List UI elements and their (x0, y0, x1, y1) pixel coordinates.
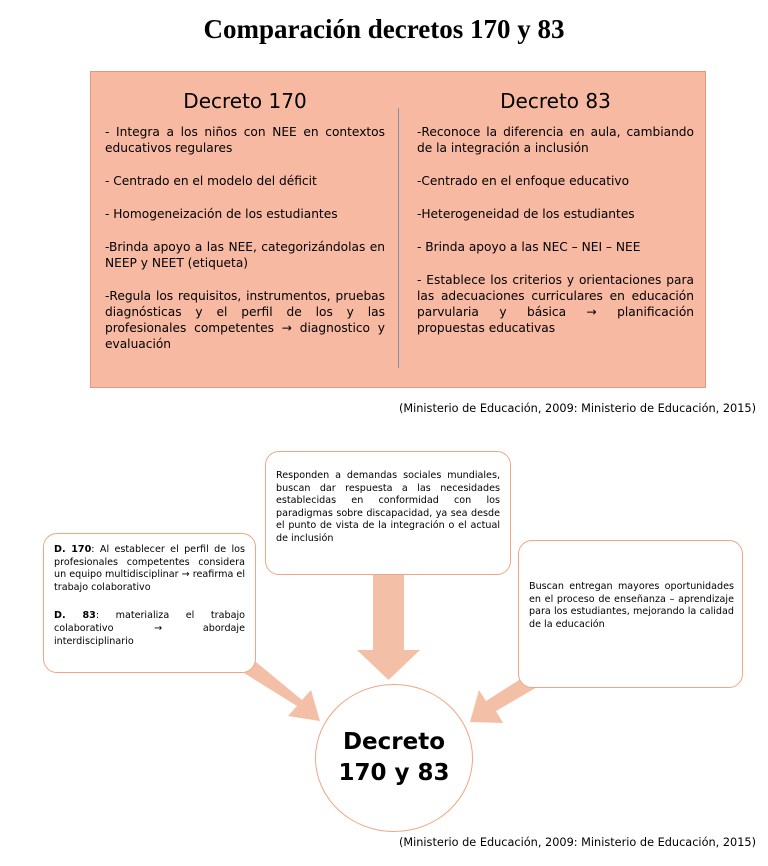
card-top (265, 451, 511, 575)
decreto-83-heading: Decreto 83 (500, 89, 611, 113)
card-left-label-83: D. 83 (54, 610, 96, 622)
citation-top: (Ministerio de Educación, 2009: Ministerio de Educación, 2015) (398, 402, 756, 415)
decreto-83-item: -Reconoce la diferencia en aula, cambiando de la integración a inclusión (417, 125, 694, 155)
decreto-170-item: - Integra a los niños con NEE en contextos educativos regulares (105, 125, 385, 155)
card-right-text: Buscan entregan mayores oportunidades en el proceso de enseñanza – aprendizaje para los estudiantes, mejorando la calidad de la educación (529, 581, 734, 630)
card-left (43, 533, 256, 673)
decreto-83-item: -Centrado en el enfoque educativo (417, 174, 630, 188)
arrow-down-icon (357, 575, 420, 680)
card-top-text: Responden a demandas sociales mundiales, buscan dar respuesta a las necesidades establecidas en conformidad con los paradigmas sobre discapacidad, ya sea desde el punto de vista de la integración o el actual de inclusión (276, 470, 500, 544)
card-left-text-83: : materializa el trabajo colaborativo → abordaje interdisciplinario (54, 610, 245, 647)
decreto-170-item: -Regula los requisitos, instrumentos, pruebas diagnósticas y el perfil de los y las profesionales competentes → diagnostico y evaluación (105, 289, 385, 351)
center-circle (315, 684, 473, 832)
card-left-paragraph-2 (54, 610, 245, 648)
decreto-170-item: -Brinda apoyo a las NEE, categorizándolas en NEEP y NEET (etiqueta) (105, 240, 385, 270)
decreto-170-item: - Homogeneización de los estudiantes (105, 207, 338, 221)
card-left-text-170: : Al establecer el perfil de los profesionales competentes considera un equipo multidisciplinar → reafirma el trabajo colaborativo (54, 544, 245, 593)
center-line-1: Decreto (342, 729, 446, 755)
page-title: Comparación decretos 170 y 83 (203, 14, 565, 44)
card-left-label-170: D. 170 (54, 544, 92, 555)
arrow-down-right-icon (244, 662, 320, 721)
decreto-170-heading: Decreto 170 (183, 89, 307, 113)
card-right (518, 540, 743, 688)
decreto-170-item: - Centrado en el modelo del déficit (105, 174, 317, 188)
card-left-paragraph-1 (54, 544, 245, 594)
citation-bottom: (Ministerio de Educación, 2009: Ministerio de Educación, 2015) (398, 836, 756, 849)
decreto-83-item: - Brinda apoyo a las NEC – NEI – NEE (417, 240, 641, 254)
decreto-83-item: - Establece los criterios y orientaciones para las adecuaciones curriculares en educación parvularia y básica → planificación propuestas educativas (417, 273, 694, 335)
center-line-2: 170 y 83 (338, 760, 450, 786)
decreto-83-item: -Heterogeneidad de los estudiantes (417, 207, 635, 221)
